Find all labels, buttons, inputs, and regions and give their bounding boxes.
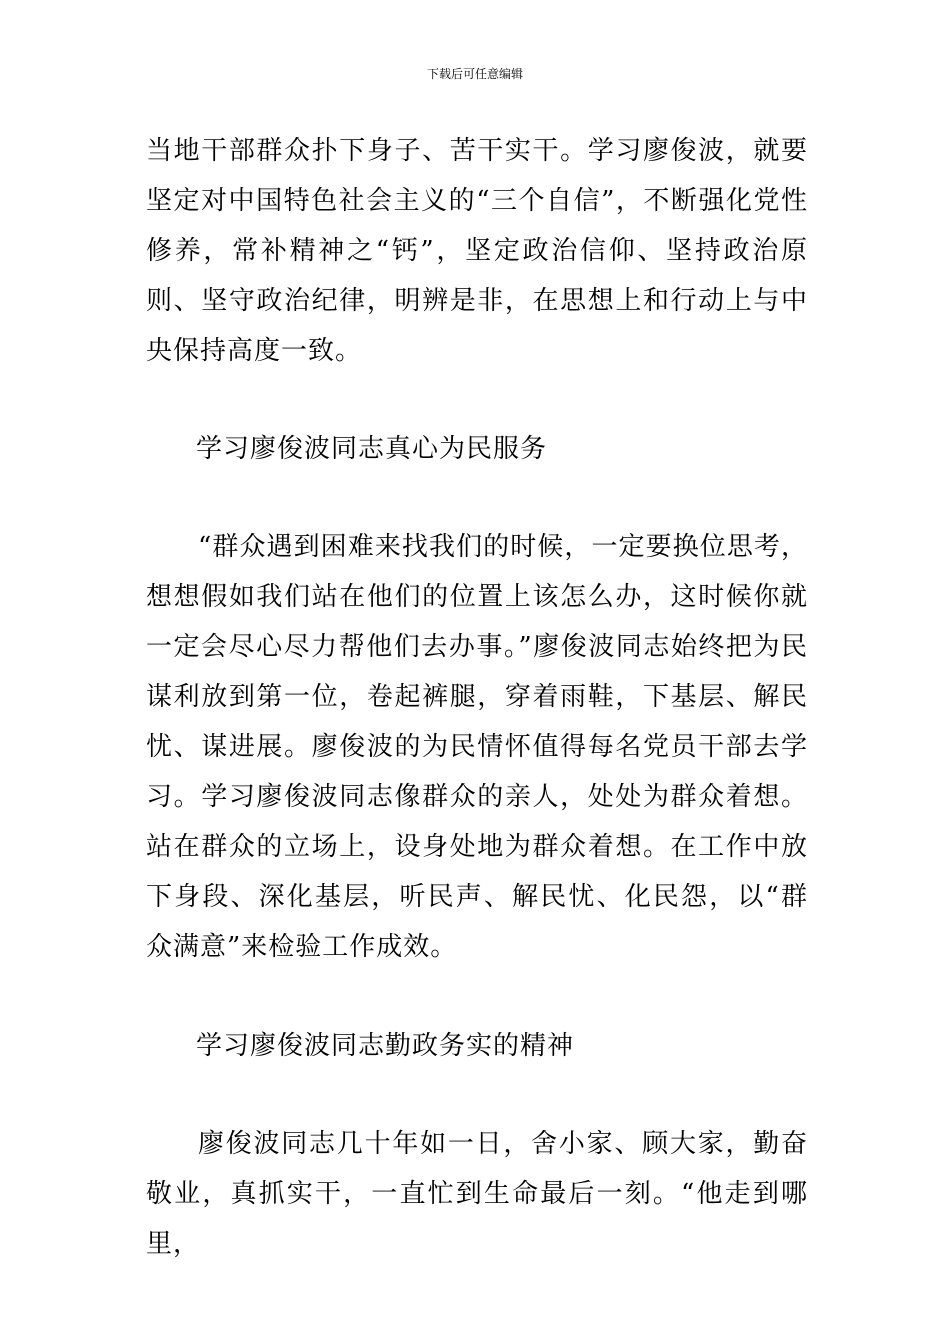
paragraph-2: “群众遇到困难来找我们的时候，一定要换位思考，想想假如我们站在他们的位置上该怎么办，这时候你就一定会尽心尽力帮他们去办事。”廖俊波同志始终把为民谋利放到第一位，卷起裤腿，穿着雨鞋，下基层、解民忧、谋进展。廖俊波的为民情怀值得每名党员干部去学习。学习廖俊波同志像群众的亲人，处处为群众着想。站在群众的立场上，设身处地为群众着想。在工作中放下身段、深化基层，听民声、解民忧、化民怨，以“群众满意”来检验工作成效。 [146, 532, 808, 962]
paragraph-1: 当地干部群众扑下身子、苦干实干。学习廖俊波，就要坚定对中国特色社会主义的“三个自信”，不断强化党性修养，常补精神之“钙”，坚定政治信仰、坚持政治原则、坚守政治纪律，明辨是非，在思想上和行动上与中央保持高度一致。 [146, 136, 808, 366]
section-heading-2: 学习廖俊波同志勤政务实的精神 [196, 1031, 575, 1061]
page-header-note: 下载后可任意编辑 [426, 67, 523, 81]
section-heading-1: 学习廖俊波同志真心为民服务 [196, 434, 548, 464]
paragraph-3: 廖俊波同志几十年如一日，舍小家、顾大家，勤奋敬业，真抓实干，一直忙到生命最后一刻。“他走到哪里， [146, 1129, 808, 1259]
